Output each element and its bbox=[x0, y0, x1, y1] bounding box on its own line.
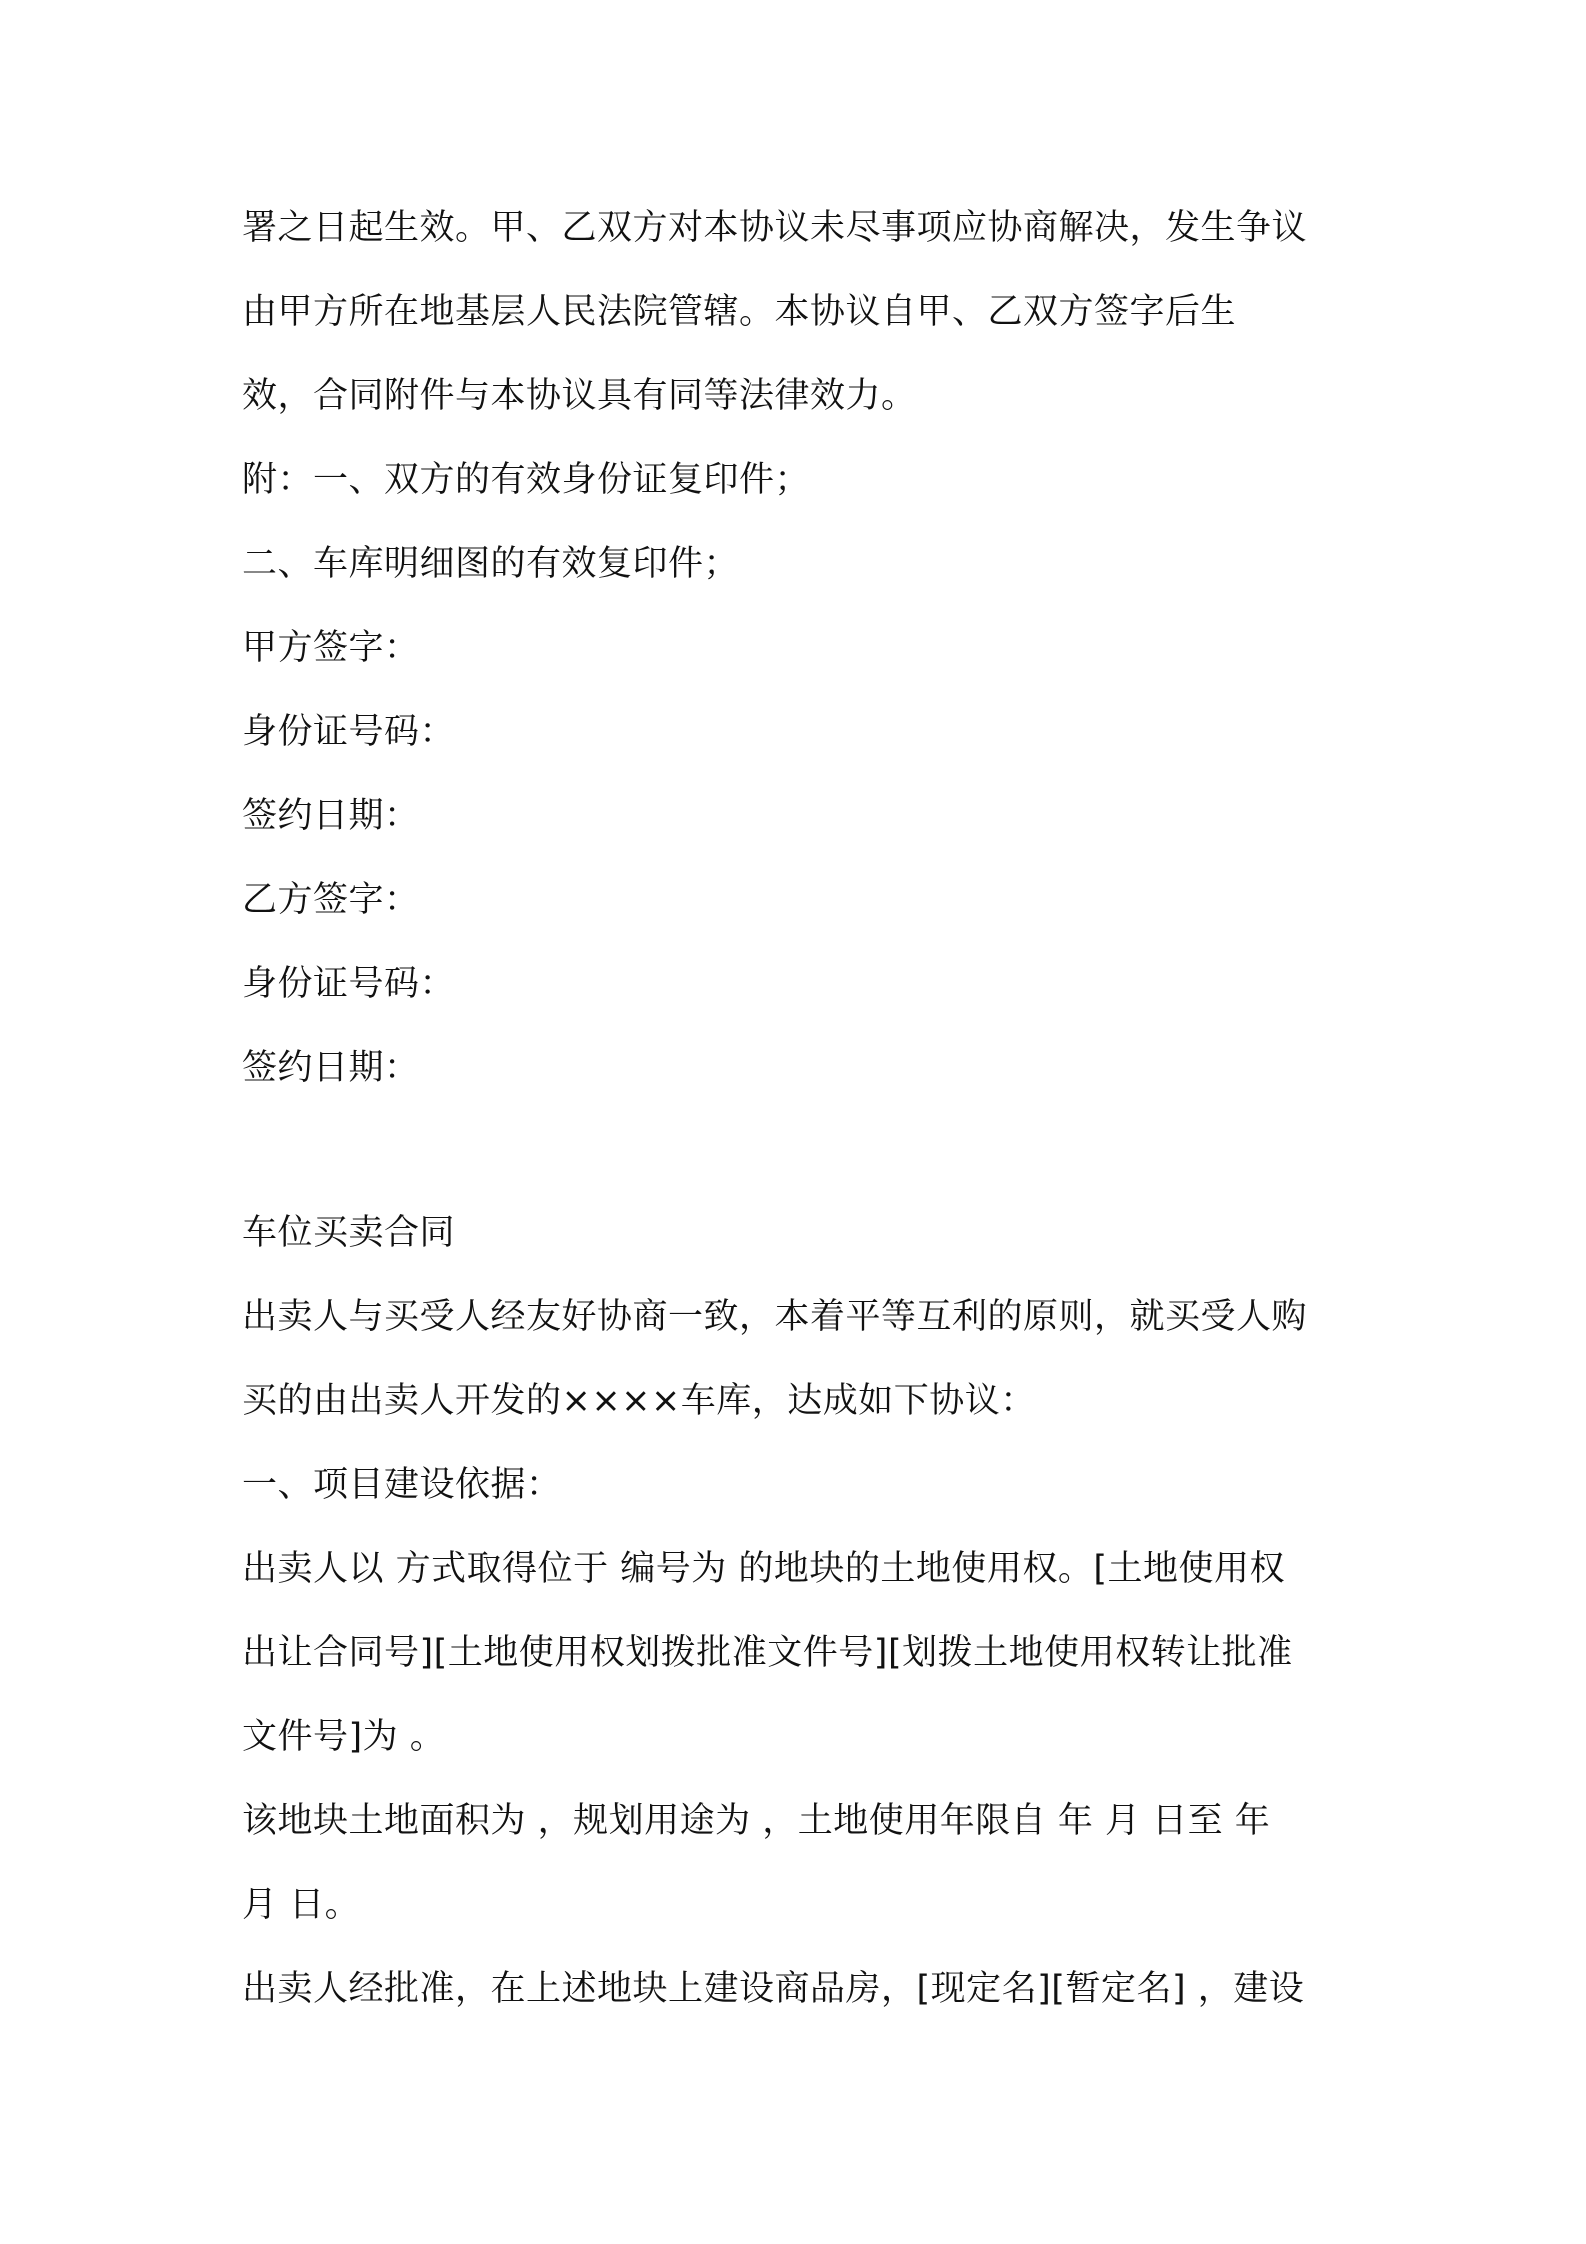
agreement-continuation bbox=[242, 186, 1362, 1110]
party-a-date-label: 签约日期： bbox=[242, 796, 420, 836]
party-b-id-label: 身份证号码： bbox=[242, 964, 456, 1004]
text-line: 署之日起生效。甲、乙双方对本协议未尽事项应协商解决，发生争议 bbox=[242, 208, 1308, 248]
text-line: 出卖人以 方式取得位于 编号为 的地块的土地使用权。[土地使用权 bbox=[242, 1549, 1286, 1589]
text-line: 月 日。 bbox=[242, 1885, 361, 1925]
text-line: 由甲方所在地基层人民法院管辖。本协议自甲、乙双方签字后生 bbox=[242, 292, 1237, 332]
attachment-line: 二、车库明细图的有效复印件； bbox=[242, 544, 740, 584]
party-a-id-label: 身份证号码： bbox=[242, 712, 456, 752]
party-a-signature-label: 甲方签字： bbox=[242, 628, 420, 668]
section-heading: 一、项目建设依据： bbox=[242, 1465, 562, 1505]
text-line: 出卖人经批准，在上述地块上建设商品房，[现定名][暂定名] ，建设 bbox=[242, 1969, 1305, 2009]
party-b-date-label: 签约日期： bbox=[242, 1048, 420, 1088]
attachment-line: 附：一、双方的有效身份证复印件； bbox=[242, 460, 811, 500]
text-line: 出让合同号][土地使用权划拨批准文件号][划拨土地使用权转让批准 bbox=[242, 1633, 1293, 1673]
text-line: 文件号]为 。 bbox=[242, 1717, 446, 1757]
text-line: 出卖人与买受人经友好协商一致，本着平等互利的原则，就买受人购 bbox=[242, 1297, 1308, 1337]
parking-contract-section bbox=[242, 1191, 1362, 2031]
text-line: 该地块土地面积为 ，规划用途为 ，土地使用年限自 年 月 日至 年 bbox=[242, 1801, 1271, 1841]
contract-title: 车位买卖合同 bbox=[242, 1213, 456, 1253]
text-line: 效，合同附件与本协议具有同等法律效力。 bbox=[242, 376, 917, 416]
party-b-signature-label: 乙方签字： bbox=[242, 880, 420, 920]
text-line: 买的由出卖人开发的××××车库，达成如下协议： bbox=[242, 1381, 1036, 1421]
